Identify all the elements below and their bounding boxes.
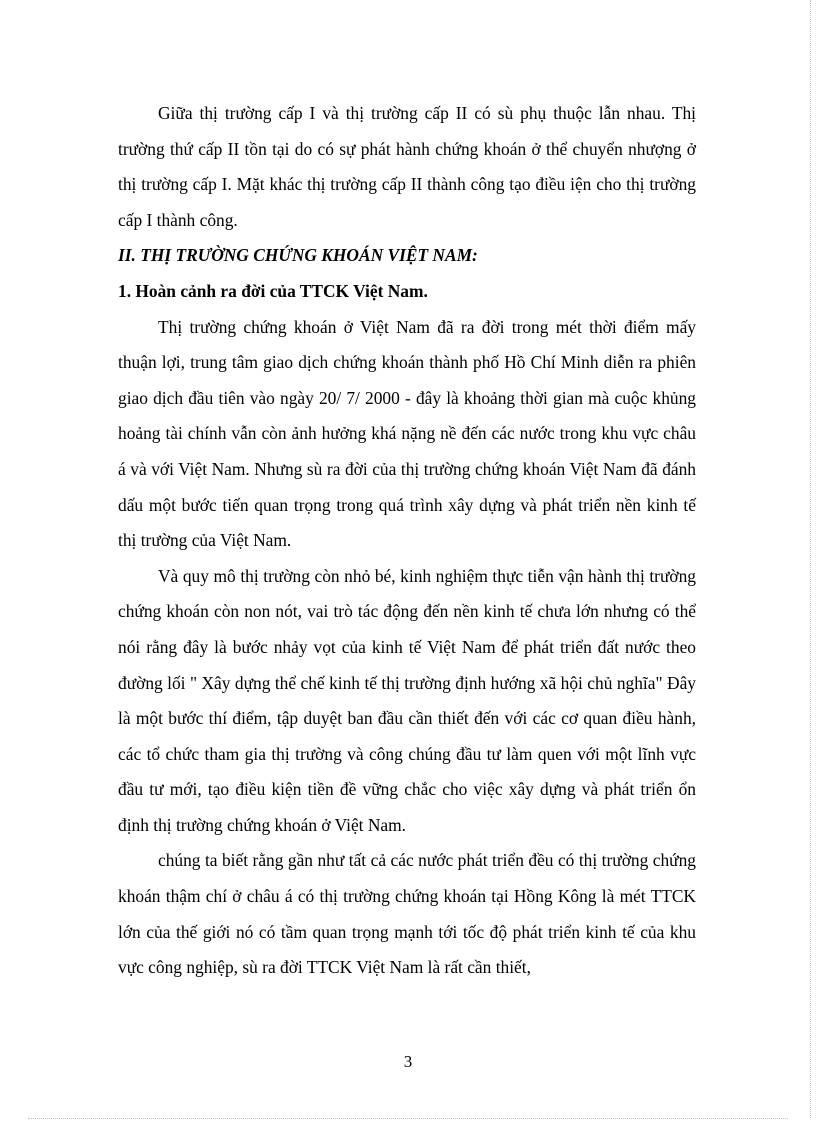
paragraph-market-birth: Thị trường chứng khoán ở Việt Nam đã ra đời trong mét thời điểm mấy thuận lợi, trung tâm giao dịch chứng khoán thành phố Hồ Chí Minh diễn ra phiên giao dịch đầu tiên vào ngày 20/ 7/ 2000 - đây là khoảng thời gian mà cuộc khủng hoảng tài chính vẫn còn ảnh hưởng khá nặng nề đến các nước trong khu vực châu á và với Việt Nam. Nhưng sù ra đời của thị trường chứng khoán Việt Nam đã đánh dấu một bước tiến quan trọng trong quá trình xây dựng và phát triển nền kinh tế thị trường của Việt Nam.	[118, 316, 696, 551]
subsection-heading: 1. Hoàn cảnh ra đời của TTCK Việt Nam.	[118, 280, 428, 301]
page-content	[118, 96, 696, 986]
section-heading: II. THỊ TRƯỜNG CHỨNG KHOÁN VIỆT NAM:	[118, 245, 478, 266]
page-number: 3	[403, 1052, 413, 1071]
page-border-right	[810, 0, 811, 1118]
paragraph-market-necessity: chúng ta biết rằng gần như tất cả các nước phát triển đều có thị trường chứng khoán thậm chí ở châu á có thị trường chứng khoán tại Hồng Kông là mét TTCK lớn của thế giới nó có tầm quan trọng mạnh tới tốc độ phát triển kinh tế của khu vực công nghiệp, sù ra đời TTCK Việt Nam là rất cần thiết,	[118, 850, 696, 978]
paragraph-market-scale: Và quy mô thị trường còn nhỏ bé, kinh nghiệm thực tiễn vận hành thị trường chứng khoán còn non nót, vai trò tác động đến nền kinh tế chưa lớn nhưng có thể nói rằng đây là bước nhảy vọt của kinh tế Việt Nam để phát triển đất nước theo đường lối " Xây dựng thể chế kinh tế thị trường định hướng xã hội chủ nghĩa" Đây là một bước thí điểm, tập duyệt ban đầu cần thiết đến với các cơ quan điều hành, các tổ chức tham gia thị trường và công chúng đầu tư làm quen với một lĩnh vực đầu tư mới, tạo điều kiện tiền đề vững chắc cho việc xây dựng và phát triển ổn định thị trường chứng khoán ở Việt Nam.	[118, 565, 696, 835]
page-border-bottom	[28, 1118, 788, 1119]
paragraph-market-dependency: Giữa thị trường cấp I và thị trường cấp II có sù phụ thuộc lẫn nhau. Thị trường thứ cấp II tồn tại do có sự phát hành chứng khoán ở thể chuyển nhượng ở thị trường cấp I. Mặt khác thị trường cấp II thành công tạo điều iện cho thị trường cấp I thành công.	[118, 103, 696, 230]
